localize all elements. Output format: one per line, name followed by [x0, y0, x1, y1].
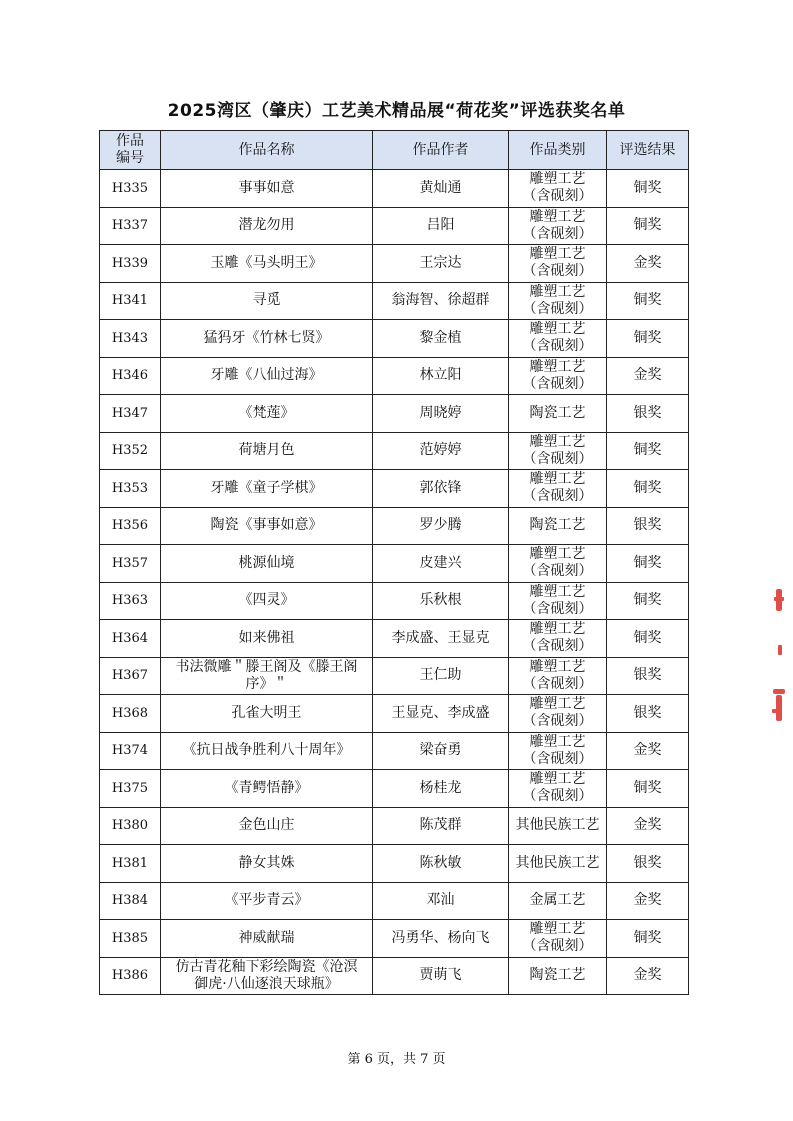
cell-author: 范婷婷	[373, 432, 509, 470]
table-body	[100, 170, 689, 995]
cell-work-name: 寻觅	[161, 282, 373, 320]
header-category: 作品类别	[509, 131, 607, 170]
cell-author: 杨桂龙	[373, 770, 509, 808]
cell-author: 陈秋敏	[373, 845, 509, 883]
cell-category: 雕塑工艺 （含砚刻）	[509, 732, 607, 770]
awards-table	[99, 130, 689, 995]
cell-work-name: 《平步青云》	[161, 882, 373, 920]
document-title: 2025湾区（肇庆）工艺美术精品展“荷花奖”评选获奖名单	[167, 101, 626, 121]
page-footer: 第 6 页，共 7 页	[347, 1052, 446, 1067]
cell-author: 贾萌飞	[373, 957, 509, 995]
cell-work-name: 事事如意	[161, 170, 373, 208]
cell-result: 银奖	[607, 507, 689, 545]
table-header-row	[100, 131, 689, 170]
table-row	[100, 320, 689, 358]
cell-work-name: 书法微雕＂滕王阁及《滕王阁 序》＂	[161, 657, 373, 695]
table-row	[100, 357, 689, 395]
cell-category: 雕塑工艺 （含砚刻）	[509, 545, 607, 583]
cell-work-name: 潜龙勿用	[161, 207, 373, 245]
cell-result: 金奖	[607, 732, 689, 770]
cell-work-id: H380	[100, 807, 161, 845]
cell-work-id: H367	[100, 657, 161, 695]
cell-result: 铜奖	[607, 470, 689, 508]
cell-author: 李成盛、王显克	[373, 620, 509, 658]
cell-work-id: H375	[100, 770, 161, 808]
cell-category: 雕塑工艺 （含砚刻）	[509, 582, 607, 620]
cell-category: 雕塑工艺 （含砚刻）	[509, 770, 607, 808]
cell-work-name: 金色山庄	[161, 807, 373, 845]
cell-category: 雕塑工艺 （含砚刻）	[509, 170, 607, 208]
cell-result: 铜奖	[607, 620, 689, 658]
cell-result: 银奖	[607, 695, 689, 733]
cell-author: 王宗达	[373, 245, 509, 283]
cell-result: 铜奖	[607, 207, 689, 245]
cell-work-name: 仿古青花釉下彩绘陶瓷《沧溟 御虎·八仙逐浪天球瓶》	[161, 957, 373, 995]
cell-author: 郭依锋	[373, 470, 509, 508]
cell-work-id: H384	[100, 882, 161, 920]
cell-author: 梁奋勇	[373, 732, 509, 770]
cell-author: 皮建兴	[373, 545, 509, 583]
table-row	[100, 170, 689, 208]
cell-work-name: 静女其姝	[161, 845, 373, 883]
cell-work-name: 牙雕《八仙过海》	[161, 357, 373, 395]
cell-result: 铜奖	[607, 582, 689, 620]
cell-result: 金奖	[607, 882, 689, 920]
header-work-name: 作品名称	[161, 131, 373, 170]
cell-work-name: 《青鳄悟静》	[161, 770, 373, 808]
table-row	[100, 657, 689, 695]
cell-work-id: H347	[100, 395, 161, 433]
seal-stamp-fragment	[770, 585, 790, 745]
table-row	[100, 845, 689, 883]
cell-result: 金奖	[607, 807, 689, 845]
cell-work-name: 牙雕《童子学棋》	[161, 470, 373, 508]
cell-author: 王仁助	[373, 657, 509, 695]
cell-work-id: H335	[100, 170, 161, 208]
cell-category: 陶瓷工艺	[509, 395, 607, 433]
cell-category: 其他民族工艺	[509, 845, 607, 883]
table-row	[100, 807, 689, 845]
cell-author: 黄灿通	[373, 170, 509, 208]
cell-work-name: 荷塘月色	[161, 432, 373, 470]
cell-result: 银奖	[607, 395, 689, 433]
cell-result: 金奖	[607, 357, 689, 395]
cell-work-id: H346	[100, 357, 161, 395]
cell-author: 林立阳	[373, 357, 509, 395]
cell-author: 吕阳	[373, 207, 509, 245]
cell-result: 铜奖	[607, 545, 689, 583]
cell-work-name: 猛犸牙《竹林七贤》	[161, 320, 373, 358]
cell-work-id: H353	[100, 470, 161, 508]
cell-work-id: H385	[100, 920, 161, 958]
table-row	[100, 770, 689, 808]
table-row	[100, 582, 689, 620]
table-row	[100, 507, 689, 545]
cell-author: 周晓婷	[373, 395, 509, 433]
cell-result: 铜奖	[607, 432, 689, 470]
cell-work-id: H343	[100, 320, 161, 358]
cell-result: 铜奖	[607, 170, 689, 208]
table-row	[100, 207, 689, 245]
cell-category: 金属工艺	[509, 882, 607, 920]
table-row	[100, 432, 689, 470]
cell-work-name: 孔雀大明王	[161, 695, 373, 733]
cell-work-name: 陶瓷《事事如意》	[161, 507, 373, 545]
cell-work-name: 玉雕《马头明王》	[161, 245, 373, 283]
header-author: 作品作者	[373, 131, 509, 170]
cell-work-id: H381	[100, 845, 161, 883]
cell-work-id: H363	[100, 582, 161, 620]
cell-work-id: H374	[100, 732, 161, 770]
table-row	[100, 470, 689, 508]
cell-work-id: H357	[100, 545, 161, 583]
cell-result: 铜奖	[607, 770, 689, 808]
cell-category: 雕塑工艺 （含砚刻）	[509, 282, 607, 320]
table-row	[100, 732, 689, 770]
cell-category: 雕塑工艺 （含砚刻）	[509, 920, 607, 958]
table-row	[100, 395, 689, 433]
cell-work-id: H386	[100, 957, 161, 995]
header-work-id: 作品 编号	[100, 131, 161, 170]
cell-result: 金奖	[607, 957, 689, 995]
cell-category: 陶瓷工艺	[509, 507, 607, 545]
cell-category: 雕塑工艺 （含砚刻）	[509, 620, 607, 658]
cell-category: 雕塑工艺 （含砚刻）	[509, 432, 607, 470]
cell-category: 雕塑工艺 （含砚刻）	[509, 470, 607, 508]
cell-result: 铜奖	[607, 282, 689, 320]
table-row	[100, 882, 689, 920]
table-row	[100, 282, 689, 320]
cell-work-id: H368	[100, 695, 161, 733]
cell-category: 雕塑工艺 （含砚刻）	[509, 657, 607, 695]
cell-work-name: 《梵莲》	[161, 395, 373, 433]
cell-result: 铜奖	[607, 320, 689, 358]
cell-work-name: 神威献瑞	[161, 920, 373, 958]
header-result: 评选结果	[607, 131, 689, 170]
cell-category: 雕塑工艺 （含砚刻）	[509, 207, 607, 245]
cell-author: 冯勇华、杨向飞	[373, 920, 509, 958]
cell-author: 乐秋根	[373, 582, 509, 620]
cell-work-id: H356	[100, 507, 161, 545]
cell-author: 邓汕	[373, 882, 509, 920]
cell-author: 翁海智、徐超群	[373, 282, 509, 320]
table-row	[100, 920, 689, 958]
table-row	[100, 957, 689, 995]
cell-author: 黎金植	[373, 320, 509, 358]
cell-category: 其他民族工艺	[509, 807, 607, 845]
table-row	[100, 245, 689, 283]
cell-author: 王显克、李成盛	[373, 695, 509, 733]
cell-category: 雕塑工艺 （含砚刻）	[509, 695, 607, 733]
cell-category: 雕塑工艺 （含砚刻）	[509, 320, 607, 358]
cell-work-id: H337	[100, 207, 161, 245]
cell-category: 陶瓷工艺	[509, 957, 607, 995]
cell-category: 雕塑工艺 （含砚刻）	[509, 245, 607, 283]
cell-work-id: H339	[100, 245, 161, 283]
cell-author: 罗少腾	[373, 507, 509, 545]
cell-work-name: 《四灵》	[161, 582, 373, 620]
cell-result: 银奖	[607, 657, 689, 695]
cell-category: 雕塑工艺 （含砚刻）	[509, 357, 607, 395]
table-row	[100, 545, 689, 583]
cell-result: 金奖	[607, 245, 689, 283]
table-row	[100, 695, 689, 733]
cell-work-id: H341	[100, 282, 161, 320]
cell-result: 银奖	[607, 845, 689, 883]
cell-work-name: 如来佛祖	[161, 620, 373, 658]
cell-result: 铜奖	[607, 920, 689, 958]
cell-work-id: H364	[100, 620, 161, 658]
cell-work-name: 桃源仙境	[161, 545, 373, 583]
cell-author: 陈茂群	[373, 807, 509, 845]
table-row	[100, 620, 689, 658]
cell-work-id: H352	[100, 432, 161, 470]
cell-work-name: 《抗日战争胜利八十周年》	[161, 732, 373, 770]
